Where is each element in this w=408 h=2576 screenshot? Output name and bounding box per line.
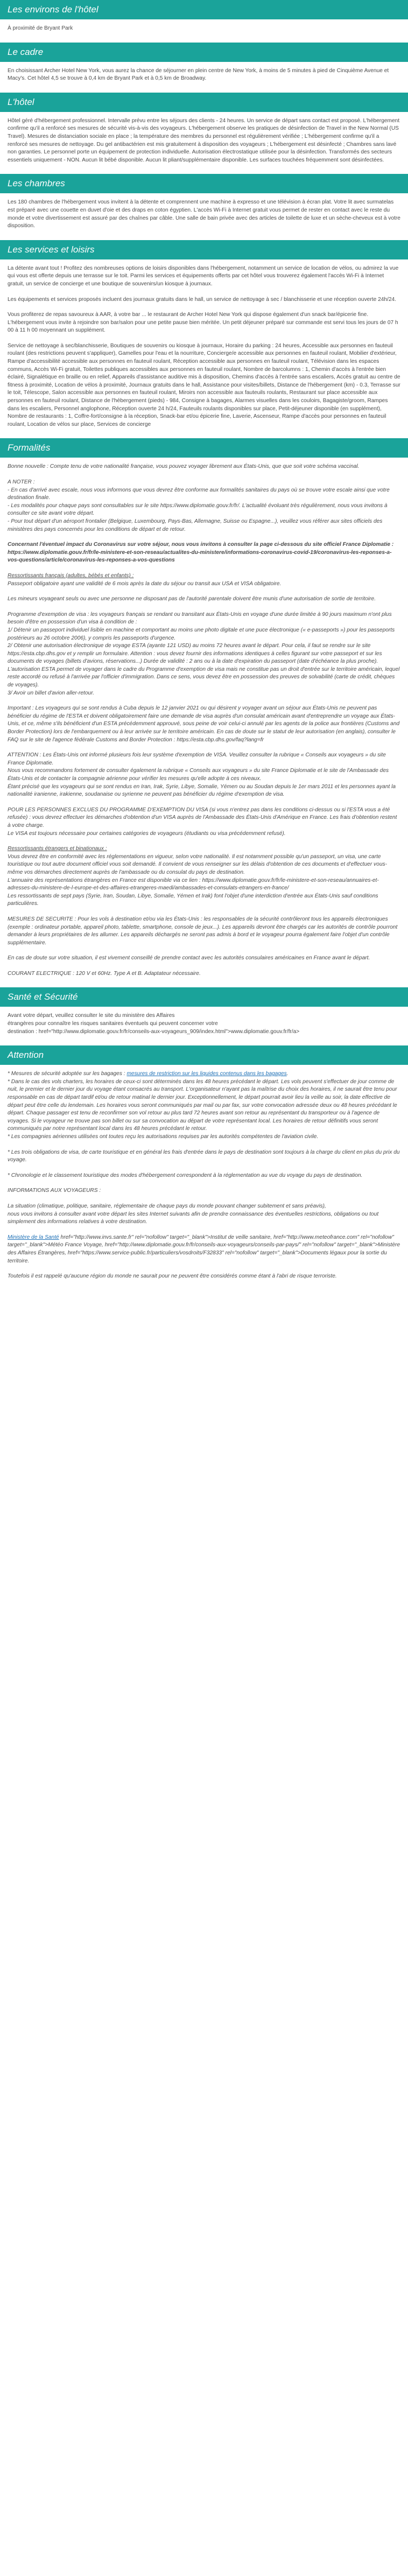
- services-text-3: Vous profiterez de repas savoureux à AAR, à votre bar ... le restaurant de Archer Hotel New York qui dispose également d'un snack bar/épicerie fine. L'hébergement vous invite à rejoindre son bar/salon pour une petite pause bien méritée. Un petit déjeuner préparé sur commande est servi tous les jours de 07 h 00 à 11 h 00 moyennant un supplément.: [8, 312, 398, 334]
- section-title-hotel: L'hôtel: [0, 93, 408, 112]
- section-sante: [0, 1007, 408, 1045]
- formalites-text-11: MESURES DE SECURITE : Pour les vols à destination et/ou via les États-Unis : les responsables de la sécurité contrôleront tous les appareils électroniques (exemple : ordinateur portable, appareil photo, tablette, smartphone, console de jeux...). Les appareils devront être chargés car les autorités de contrôle pourront demander à leurs propriétaires de les allumer. Les appareils déchargés ne seront pas admis à bord et le voyageur pourra également faire l'objet d'un contrôle supplémentaire.: [8, 916, 398, 946]
- terror-risk-note: Toutefois il est rappelé qu'aucune région du monde ne saurait pour ne peuvent être considérés comme étant à l'abri de risque terroriste.: [8, 1273, 337, 1280]
- attention-bullet-1-prefix: * Mesures de sécurité adoptée sur les bagages :: [8, 1071, 127, 1077]
- services-text-2: Les équipements et services proposés incluent des journaux gratuits dans le hall, un service de nettoyage à sec / blanchisserie et une réception ouverte 24h/24.: [8, 296, 397, 303]
- formalites-text-12: En cas de doute sur votre situation, il est vivement conseillé de prendre contact avec les autorités consulaires américaines en France avant le départ.: [8, 955, 370, 961]
- attention-bullet-1-rest: . * Dans le cas des vols charters, les horaires de ceux-ci sont déterminés dans les 48 heures précédant le départ. Les vols peuvent s'effectuer de jour comme de nuit, le premier et le dernier jour du voyage étant consacrés au transport. L'organisateur n'ayant pas la maîtrise du choix des horaires, il ne saurait être tenu pour responsable en cas de départ tardif et/ou de retour matinal le dernier jour. Exceptionnellement, le départ pourrait avoir lieu la veille au soir, la date effective de départ peut être celle du lendemain. Les horaires vous seront communiqués par mail ou par fax, sur votre convocation adressée deux ou 48 heures précédant le départ. Chaque passager est tenu de reconfirmer son vol retour au plus tard 72 heures avant son retour au représentant du transporteur ou à l'agence de voyages. Si le voyageur ne trouve pas son billet ou sur sa convocation au départ de votre représentant local. Les horaires de retour définitifs vous seront communiqués par notre représentant local dans les 48 heures précédant le retour. * Les compagnies aériennes utilisées ont toutes reçu les autorisations requises par les autorités compétentes de l'aviation civile.: [8, 1071, 397, 1140]
- section-services: [0, 259, 408, 439]
- formalites-text-1: Bonne nouvelle : Compte tenu de votre nationalité française, vous pouvez voyager librement aux États-Unis, que que soit votre schéma vaccinal.: [8, 464, 360, 470]
- section-cadre: [0, 62, 408, 93]
- formalites-foreign-text: Vous devrez être en conformité avec les réglementations en vigueur, selon votre nationalité. Il est notamment possible qu'un passeport, un visa, une carte touristique ou tout autre document officiel vous soit demandé. Il convient de vous renseigner sur les délais d'obtention de ces documents et d'effectuer vous-même vos démarches directement auprès de l'ambassade ou du consulat du pays de destination. L'annuaire des représentations étrangères en France est disponible via ce lien : https://www.diplomatie.gouv.fr/fr/le-ministere-et-son-reseau/annuaires-et-adresses-du-ministere-de-l-europe-et-des-affaires-etrangeres-maedi/ambassades-et-consulats-etrangers-en-france/ Les ressortissants de sept pays (Syrie, Iran, Soudan, Libye, Somalie, Yémen et Irak) font l'objet d'une interdiction d'entrée aux États-Unis sauf conditions particulières.: [8, 853, 387, 907]
- services-text-4: Service de nettoyage à sec/blanchisserie, Boutiques de souvenirs ou kiosque à journaux, Horaire du parking : 24 heures, Accessible aux personnes en fauteuil roulant (des restrictions peuvent s'appliquer), Gamelles pour l'eau et la nourriture, Concierge/e accessible aux personnes en fauteuil roulant, Mobilier d'extérieur, Rampe d'accessibilité accessible aux personnes en fauteuil roulant, Réception accessible aux personnes en fauteuil roulant, Télévision dans les espaces communs, Accès Wi-Fi gratuit, Toilettes publiques accessibles aux personnes en fauteuil roulant, Nombre de barcolumns : 1, Chemin d'accès à l'entrée bien éclairé, Signalétique en braille ou en relief, Appareils d'assistance auditive mis à disposition, Chemins d'accès à l'entrée sans escaliers, Accès gratuit au centre de fitness à proximité, Location de vélos à proximité, Journaux gratuits dans le hall, Assistance pour visites/billets, Distance de l'hébergement (km) - 0.3, Terrasse sur le toit, Télescope, Salon accessible aux personnes en fauteuil roulant, Miroirs non accessible aux fauteuils roulants, Restaurant sur place accessible aux personnes en fauteuil roulant, Distance de l'hébergement (pieds) - 984, Consigne à bagages, Alarmes visuelles dans les couloirs, Bagagiste/groom, Rampes dans les escaliers, Personnel anglophone, Réception ouverte 24 h/24, Fauteuils roulants disponibles sur place, Petit-déjeuner disponible (en supplément), Nombre de restaurants : 1, Coffre-fort/consigne à la réception, Snack-bar et/ou épicerie fine, Laverie, Ascenseur, Rampe d'accès pour personnes en fauteuil roulant, Location de vélos sur place, Services de concierge: [8, 342, 400, 427]
- formalites-text-9: POUR LES PERSONNES EXCLUES DU PROGRAMME D'EXEMPTION DU VISA (si vous n'entrez pas dans les conditions ci-dessus ou si l'ESTA vous a été refusée) : vous devrez effectuer les démarches d'obtention d'un VISA auprès de l'Ambassade des États-Unis d'Amérique en France. Les frais d'obtention restent à votre charge. Le VISA est toujours nécessaire pour certaines catégories de voyageurs (étudiants ou visa précédemment refusé).: [8, 806, 397, 837]
- formalites-text-6: Programme d'exemption de visa : les voyageurs français se rendant ou transitant aux États-Unis en voyage d'une durée limitée à 90 jours maximum n'ont plus besoin d'être en possession d'un visa à condition de : 1/ Détenir un passeport individuel lisible en machine et comportant au moins une photo digitale et une puce électronique (« e-passeports ») pour les passeports postérieurs au 26 octobre 2006), y compris les passeports d'urgence. 2/ Obtenir une autorisation électronique de voyage ESTA (ayante 121 USD) au moins 72 heures avant le départ. Pour cela, il faut se rendre sur le site https://esta.cbp.dhs.gov et y remplir un formulaire. Attention : vous devez fournir des informations identiques à celles figurant sur votre passeport et sur les documents de voyages (billets d'avions, réservations...) Durée de validité : 2 ans ou à la date d'expiration du passeport (date d'échéance la plus proche). L'autorisation ESTA permet de voyager dans le cadre du Programme d'exemption de visa mais ne constitue pas un droit d'entrée sur le territoire américain, lequel reste accordé ou refusé à l'arrivée par l'officier d'immigration. Dans ce sens, vous devez être en possession des preuves de solvabilité (carte de crédit, chèques de voyages). 3/ Avoir un billet d'avion aller-retour.: [8, 611, 400, 696]
- attention-bullet-1: [8, 1070, 400, 1141]
- section-chambres: [0, 193, 408, 240]
- health-ministry-link[interactable]: Ministère de la Santé: [8, 1234, 59, 1240]
- official-links-rest: href="http://www.invs.sante.fr" rel="nofollow" target="_blank">Institut de veille sanitaire, href="http://www.meteofrance.com" rel="nofollow" target="_blank">Météo France Voyage, href="http://www.diplomatie.gouv.fr/fr/conseils-aux-voyageurs/conseils-par-pays/" rel="nofollow" target="_blank">Ministère des Affaires Étrangères, href="https://www.service-public.fr/particuliers/vosdroits/F32833" rel="nofollow" target="_blank">Documents légaux pour la sortie du territoire.: [8, 1234, 400, 1264]
- cadre-text: En choisissant Archer Hotel New York, vous aurez la chance de séjourner en plein centre de New York, à moins de 5 minutes à pied de Cinquième Avenue et Macy's. Cet hôtel 4,5 se trouve à 0,4 km de Bryant Park et à 0,5 km de Broadway.: [8, 67, 389, 82]
- formalites-foreign-heading: Ressortissants étrangers et binationaux :: [8, 846, 107, 852]
- formalites-french-heading: Ressortissants français (adultes, bébés et enfants) :: [8, 572, 134, 579]
- services-text-1: La détente avant tout ! Profitez des nombreuses options de loisirs disponibles dans l'hébergement, notamment un service de location de vélos, ou admirez la vue qui vous est offerte depuis une terrasse sur le toit. Parmi les services et équipements offerts par cet hôtel vous trouverez également l'accès Wi-Fi à Internet gratuit, un service de concierge et une boutique de souvenirs/un kiosque à journaux.: [8, 265, 399, 287]
- section-title-cadre: Le cadre: [0, 43, 408, 62]
- formalites-block-foreign: [8, 845, 400, 908]
- formalites-text-5: Les mineurs voyageant seuls ou avec une personne ne disposant pas de l'autorité parentale doivent être munis d'une autorisation de sortie de territoire.: [8, 596, 376, 602]
- section-title-chambres: Les chambres: [0, 174, 408, 193]
- section-title-attention: Attention: [0, 1045, 408, 1065]
- liquids-restriction-link[interactable]: mesures de restriction sur les liquides contenus dans les bagages: [126, 1071, 287, 1077]
- section-title-sante: Santé et Sécurité: [0, 987, 408, 1007]
- formalites-covid-notice: Concernant l'éventuel impact du Coronavirus sur votre séjour, nous vous invitons à consulter la page ci-dessous du site officiel France Diplomatie : https://www.diplomatie.gouv.fr/fr/le-ministere-et-son-reseau/actualites-du-ministere/informations-coronavirus-covid-19/coronavirus-les-reponses-a-vos-questions/article/coronavirus-les-reponses-a-vos-questions: [8, 542, 394, 564]
- formalites-french-text: Passeport obligatoire ayant une validité de 6 mois après la date du séjour ou transit aux USA et VISA obligatoire.: [8, 580, 282, 587]
- sante-text: Avant votre départ, veuillez consulter le site du ministère des Affaires étrangères pour connaître les risques sanitaires éventuels qui peuvent concerner votre destination : href="http://www.diplomatie.gouv.fr/fr/conseils-aux-voyageurs_909/index.html">www.diplomatie.gouv.fr/fr/a>: [8, 1013, 300, 1035]
- section-formalites: [0, 458, 408, 987]
- attention-bullet-3: * Chronologie et le classement touristique des modes d'hébergement correspondent à la réglementation au vue du voyage du pays de destination.: [8, 1172, 363, 1178]
- section-title-environs: Les environs de l'hôtel: [0, 0, 408, 19]
- travelers-info-text: La situation (climatique, politique, sanitaire, réglementaire de chaque pays du monde pouvant changer subitement et sans préavis), nous vous invitons à consulter avant votre départ les sites Internet suivants afin de prendre connaissance des éventuelles restrictions, obligations ou tout simplement des informations relatives à votre destination.: [8, 1203, 379, 1225]
- formalites-block-french: [8, 572, 400, 588]
- hotel-text: Hôtel géré d'hébergement professionnel. Intervalle prévu entre les séjours des clients - 24 heures. Un service de départ sans contact est proposé. L'hébergement confirme qu'il a renforcé ses mesures de sécurité vis-à-vis des voyageurs. L'hébergement observe les pratiques de désinfection de Travel in the New Normal (US Travel). Mesures de distanciation sociale en place ; la température des membres du personnel est régulièrement vérifiée ; L'hébergement confirme qu'il a renforcé ses mesures de nettoyage. Du gel antibactérien est mis gratuitement à disposition des voyageurs ; L'hébergement est désinfecté ; Chambres sans lavé non garanties. Le personnel porte un équipement de protection individuelle. Autorisation électrostatique utilisée pour la désinfection. Transformés des secteurs essentiels uniquement - NON. Aucun lit bébé disponible. Aucun lit pliant/supplémentaire disponible. Les surfaces touchées fréquemment sont désinfectées.: [8, 117, 400, 163]
- official-links: [8, 1234, 400, 1265]
- section-environs: [0, 19, 408, 43]
- travelers-info-heading: INFORMATIONS AUX VOYAGEURS :: [8, 1188, 101, 1194]
- section-attention: [0, 1065, 408, 1290]
- attention-bullet-2: * Les trois obligations de visa, de carte touristique et en général les frais d'entrée dans le pays de destination sont toujours à la charge du client en plus du prix du voyage.: [8, 1149, 400, 1163]
- section-title-services: Les services et loisirs: [0, 240, 408, 259]
- section-title-formalites: Formalités: [0, 438, 408, 458]
- formalites-text-7: Important : Les voyageurs qui se sont rendus à Cuba depuis le 12 janvier 2021 ou qui désirent y voyager avant un séjour aux États-Unis ne peuvent pas bénéficier du régime de l'ESTA et doivent obligatoirement faire une demande de visa auprès d'un consulat américain avant d'entreprendre un voyage aux États-Unis, et ce, même s'ils bénéficient d'un ESTA précédemment approuvé, sous peine de voir celui-ci annulé par les agents de la police aux frontières (Customs and Border Protection) lors de l'embarquement ou à leur arrivée sur le territoire américain. En cas de doute sur le statut de leur autorisation (en anglais), consulter le FAQ sur le site de l'agence fédérale Customs and Border Protection : https://esta.cbp.dhs.gov/faq?lang=fr: [8, 705, 400, 743]
- formalites-text-8: ATTENTION : Les États-Unis ont informé plusieurs fois leur système d'exemption de VISA. Veuillez consulter la rubrique « Conseils aux voyageurs » du site France Diplomatie. Nous vous recommandons fortement de consulter également la rubrique « Conseils aux voyageurs » du site France Diplomatie et le site de l'Ambassade des États-Unis et de contacter la compagnie aérienne pour vérifier les mesures qu'elle adopte à ces niveaux. Étant précisé que les voyageurs qui se sont rendus en Iran, Irak, Syrie, Libye, Somalie, Yémen ou au Soudan depuis le 1er mars 2011 et les personnes ayant la nationalité iranienne, irakienne, soudanaise ou syrienne ne peuvent pas bénéficier du régime d'exemption de visa.: [8, 752, 396, 798]
- section-hotel: [0, 112, 408, 174]
- environs-text: À proximité de Bryant Park: [8, 25, 73, 31]
- chambres-text: Les 180 chambres de l'hébergement vous invitent à la détente et comprennent une machine à expresso et une télévision à écran plat. Votre lit avec surmatelas est préparé avec une couette en duvet d'oie et des draps en coton égyptien. L'accès Wi-Fi à Internet gratuit vous permet de rester en contact avec le reste du monde et votre divertissement est assuré par des chaînes par câble. Une salle de bain privée avec des articles de toilette de luxe et un sèche-cheveux est à votre disposition.: [8, 199, 400, 229]
- formalites-text-2: A NOTER : - En cas d'arrivé avec escale, nous vous informons que vous devrez être conforme aux formalités sanitaires du pays où se trouve votre escale ainsi que votre destination finale. - Les modalités pour chaque pays sont consultables sur le site https://www.diplomatie.gouv.fr/fr/. L'actualité évoluant très régulièrement, nous vous invitons à consulter ce site avant votre départ. - Pour tout départ d'un aéroport frontalier (Belgique, Luxembourg, Pays-Bas, Allemagne, Suisse ou Espagne...), veuillez vous référer aux sites officiels des ministères des pays concernés pour les conditions de départ et de retour.: [8, 479, 390, 532]
- formalites-text-13: COURANT ELECTRIQUE : 120 V et 60Hz. Type A et B. Adaptateur nécessaire.: [8, 970, 201, 977]
